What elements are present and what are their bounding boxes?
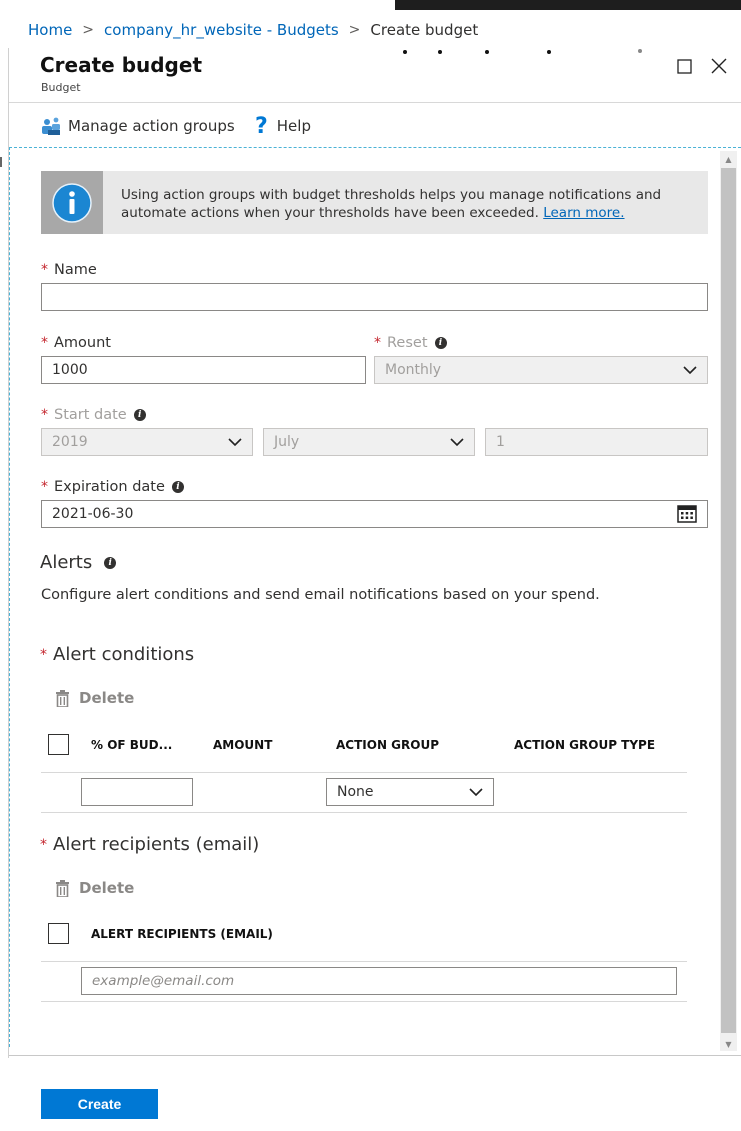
trash-icon bbox=[55, 880, 70, 897]
column-header-percent[interactable]: % OF BUD... bbox=[91, 738, 173, 752]
info-icon bbox=[52, 183, 92, 223]
learn-more-link[interactable]: Learn more. bbox=[543, 205, 625, 221]
page-title: Create budget bbox=[40, 53, 203, 77]
start-date-label: * Start date i bbox=[41, 407, 146, 423]
reset-select[interactable]: Monthly bbox=[374, 356, 708, 384]
create-button[interactable]: Create bbox=[41, 1089, 158, 1119]
table-divider bbox=[41, 812, 687, 813]
name-label: * Name bbox=[41, 262, 97, 278]
info-banner-icon-area bbox=[41, 171, 103, 234]
required-marker: * bbox=[41, 262, 48, 278]
command-bar-divider bbox=[9, 102, 741, 103]
amount-label: * Amount bbox=[41, 335, 111, 351]
chevron-down-icon bbox=[469, 785, 483, 799]
trash-icon bbox=[55, 690, 70, 707]
maximize-icon bbox=[677, 59, 692, 74]
info-icon[interactable]: i bbox=[435, 337, 447, 349]
required-marker: * bbox=[40, 646, 47, 663]
footer-divider bbox=[9, 1055, 741, 1056]
required-marker: * bbox=[40, 836, 47, 853]
close-icon bbox=[711, 58, 727, 74]
chevron-down-icon bbox=[683, 363, 697, 377]
breadcrumb bbox=[28, 20, 478, 40]
scroll-up-arrow[interactable]: ▲ bbox=[725, 154, 732, 164]
table-divider bbox=[41, 1001, 687, 1002]
table-divider bbox=[41, 772, 687, 773]
info-icon[interactable]: i bbox=[104, 557, 116, 569]
alert-recipients-select-all-checkbox[interactable] bbox=[48, 923, 69, 944]
manage-action-groups-button[interactable] bbox=[40, 112, 235, 140]
help-button[interactable] bbox=[255, 112, 311, 140]
chevron-down-icon bbox=[450, 435, 464, 449]
scroll-down-arrow[interactable]: ▼ bbox=[725, 1039, 732, 1049]
alerts-title: Alerts i bbox=[40, 552, 116, 573]
required-marker: * bbox=[41, 407, 48, 423]
left-edge-marker bbox=[0, 157, 2, 167]
breadcrumb-budgets[interactable]: company_hr_website - Budgets bbox=[104, 21, 339, 39]
info-banner-message: Using action groups with budget thresholds helps you manage notifications and automate actions when your thresholds have been exceeded. bbox=[121, 187, 662, 221]
help-label: Help bbox=[276, 117, 311, 135]
page-subtitle: Budget bbox=[41, 81, 81, 94]
alerts-description: Configure alert conditions and send email notifications based on your spend. bbox=[41, 587, 600, 603]
breadcrumb-current: Create budget bbox=[370, 21, 479, 39]
content-focus-outline bbox=[9, 147, 741, 148]
percent-of-budget-input[interactable] bbox=[81, 778, 193, 806]
alert-conditions-select-all-checkbox[interactable] bbox=[48, 734, 69, 755]
manage-action-groups-label: Manage action groups bbox=[68, 117, 235, 135]
scrollbar-thumb[interactable] bbox=[721, 168, 736, 1033]
alert-conditions-delete-button[interactable]: Delete bbox=[55, 689, 134, 707]
loading-dots bbox=[400, 50, 645, 56]
breadcrumb-home[interactable]: Home bbox=[28, 21, 73, 39]
expiration-date-label: * Expiration date i bbox=[41, 479, 184, 495]
recipient-email-input[interactable] bbox=[81, 967, 677, 995]
info-icon[interactable]: i bbox=[134, 409, 146, 421]
alert-recipients-title: * Alert recipients (email) bbox=[40, 834, 260, 855]
maximize-button[interactable] bbox=[674, 56, 694, 76]
column-header-action-group-type[interactable]: ACTION GROUP TYPE bbox=[514, 738, 656, 752]
alert-recipients-delete-button[interactable]: Delete bbox=[55, 879, 134, 897]
amount-input[interactable]: 1000 bbox=[41, 356, 366, 384]
top-bar-dark bbox=[395, 0, 741, 10]
required-marker: * bbox=[41, 335, 48, 351]
question-mark-icon: ? bbox=[255, 113, 268, 139]
email-placeholder: example@email.com bbox=[92, 973, 235, 989]
column-header-amount[interactable]: AMOUNT bbox=[213, 738, 273, 752]
content-focus-outline-left bbox=[9, 147, 10, 1047]
name-input[interactable] bbox=[41, 283, 708, 311]
start-day-input[interactable]: 1 bbox=[485, 428, 708, 456]
action-groups-icon bbox=[40, 116, 62, 136]
alert-conditions-title: * Alert conditions bbox=[40, 644, 195, 665]
reset-label: * Reset i bbox=[374, 335, 447, 351]
column-header-recipients[interactable]: ALERT RECIPIENTS (EMAIL) bbox=[91, 927, 273, 941]
start-month-select[interactable]: July bbox=[263, 428, 475, 456]
chevron-right-icon: > bbox=[348, 22, 361, 38]
required-marker: * bbox=[374, 335, 381, 351]
close-button[interactable] bbox=[709, 56, 729, 76]
start-year-select[interactable]: 2019 bbox=[41, 428, 253, 456]
info-banner-text bbox=[121, 186, 691, 222]
column-header-action-group[interactable]: ACTION GROUP bbox=[336, 738, 439, 752]
table-divider bbox=[41, 961, 687, 962]
info-icon[interactable]: i bbox=[172, 481, 184, 493]
chevron-down-icon bbox=[228, 435, 242, 449]
chevron-right-icon: > bbox=[82, 22, 95, 38]
expiration-date-input[interactable]: 2021-06-30 bbox=[41, 500, 708, 528]
calendar-icon bbox=[677, 505, 697, 523]
required-marker: * bbox=[41, 479, 48, 495]
action-group-select[interactable]: None bbox=[326, 778, 494, 806]
